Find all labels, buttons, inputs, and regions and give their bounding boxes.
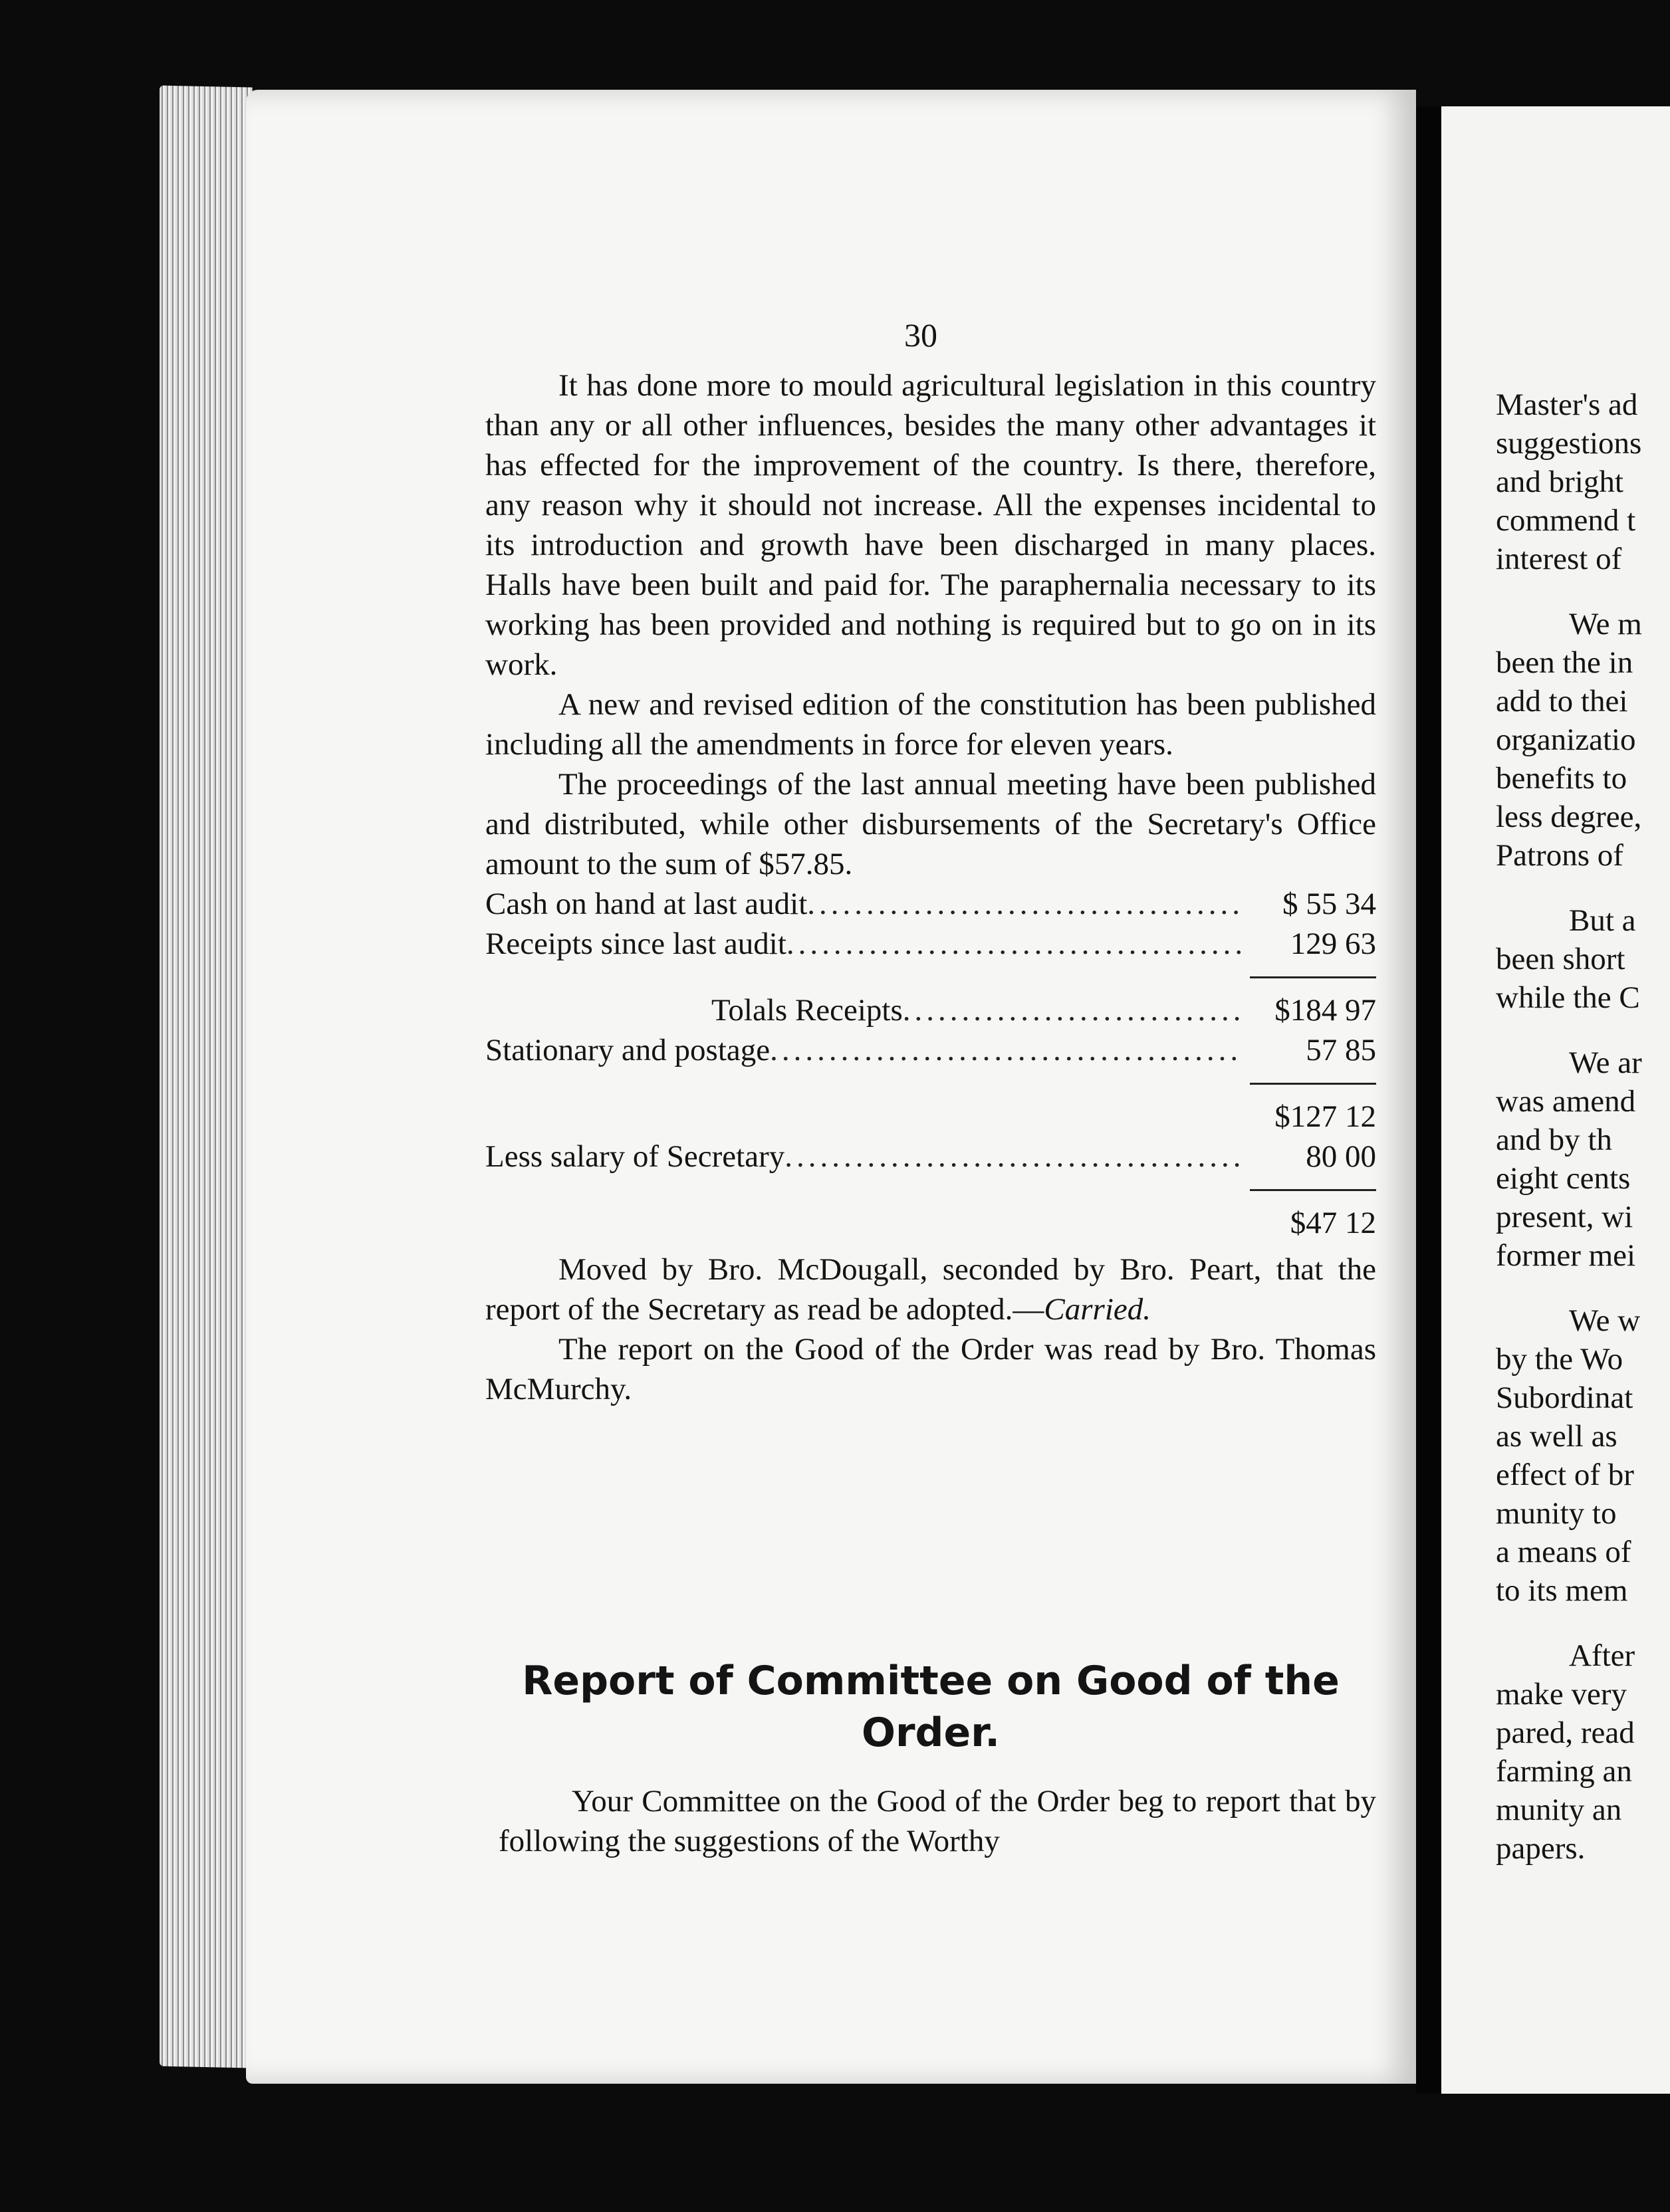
carried-text: Carried. xyxy=(1044,1292,1151,1327)
right-line: a means of xyxy=(1496,1535,1631,1569)
right-line: and by th xyxy=(1496,1123,1612,1157)
right-line: Patrons of xyxy=(1496,838,1623,873)
ledger-label: Tolals Receipts xyxy=(711,993,903,1028)
ledger-row xyxy=(485,924,1376,964)
ledger-row xyxy=(485,1203,1376,1243)
right-line: We w xyxy=(1569,1303,1641,1338)
ledger-row xyxy=(485,1030,1376,1070)
right-line: commend t xyxy=(1496,503,1636,538)
ledger-label: Less salary of Secretary xyxy=(485,1139,785,1174)
right-line: munity an xyxy=(1496,1793,1622,1827)
leader-dots xyxy=(903,990,1243,1030)
paragraph: Your Committee on the Good of the Order beg to report that by following the suggestions of the Worthy xyxy=(499,1784,1376,1858)
right-line: pared, read xyxy=(1496,1715,1635,1750)
page-edges xyxy=(160,86,253,2068)
motion-text: Moved by Bro. McDougall, seconded by Bro. Peart, that the report of the Secretary as read be adopted.— xyxy=(485,1252,1376,1327)
right-line: effect of br xyxy=(1496,1458,1634,1492)
page-number: 30 xyxy=(904,316,937,354)
paragraph: The proceedings of the last annual meeting have been published and distributed, while other disbursements of the Secretary's Office amount to the sum of $57.85. xyxy=(485,767,1376,881)
paragraph xyxy=(485,1250,1376,1329)
sum-rule xyxy=(485,1176,1376,1203)
ledger-amount: $127 12 xyxy=(1274,1099,1376,1134)
right-line: to its mem xyxy=(1496,1573,1628,1608)
ledger-label: Cash on hand at last audit xyxy=(485,887,808,921)
leader-dots xyxy=(784,1137,1243,1176)
right-line: papers. xyxy=(1496,1831,1586,1866)
ledger-amount: $ 55 34 xyxy=(1282,887,1376,921)
right-line: Subordinat xyxy=(1496,1381,1633,1415)
right-line: been short xyxy=(1496,942,1625,976)
body-text-bottom xyxy=(499,1781,1376,1861)
right-line: make very xyxy=(1496,1677,1627,1712)
ledger-row xyxy=(485,1137,1376,1176)
ledger-amount: $184 97 xyxy=(1274,993,1376,1028)
right-line: was amend xyxy=(1496,1084,1636,1119)
right-line: by the Wo xyxy=(1496,1342,1623,1377)
right-line: But a xyxy=(1569,903,1636,938)
ledger-label: Receipts since last audit xyxy=(485,927,786,961)
right-line: farming an xyxy=(1496,1754,1632,1789)
right-line: suggestions xyxy=(1496,426,1642,461)
ledger-amount: 57 85 xyxy=(1306,1033,1376,1067)
right-line: less degree, xyxy=(1496,800,1642,834)
leader-dots xyxy=(807,884,1243,924)
right-line: benefits to xyxy=(1496,761,1627,796)
paragraph: The report on the Good of the Order was read by Bro. Thomas McMurchy. xyxy=(485,1332,1376,1406)
right-line: We m xyxy=(1569,607,1642,641)
sum-rule xyxy=(485,1070,1376,1097)
ledger-row xyxy=(485,990,1376,1030)
right-line: while the C xyxy=(1496,980,1640,1015)
sum-rule xyxy=(485,964,1376,990)
paragraph: A new and revised edition of the constitution has been published including all the amendments in force for eleven years. xyxy=(485,687,1376,762)
book-gutter xyxy=(1416,106,1441,2094)
right-line: interest of xyxy=(1496,542,1622,576)
right-line: been the in xyxy=(1496,645,1633,680)
right-line: add to thei xyxy=(1496,684,1628,719)
right-line: We ar xyxy=(1569,1046,1642,1080)
leader-dots xyxy=(786,924,1243,964)
ledger-row xyxy=(485,1097,1376,1137)
ledger-row xyxy=(485,884,1376,924)
ledger-amount: $47 12 xyxy=(1290,1206,1376,1240)
right-line: former mei xyxy=(1496,1238,1636,1273)
paragraph: It has done more to mould agricultural legislation in this country than any or all other influences, besides the many other advantages it has effected for the improvement of the country. Is there, therefore, any reason why it should not increase. All the expenses incidental to its introduction and growth have been discharged in many places. Halls have been built and paid for. The paraphernalia necessary to its working has been provided and nothing is required but to go on in its work. xyxy=(485,368,1376,682)
right-line: organizatio xyxy=(1496,722,1636,757)
body-text-top xyxy=(485,366,1376,1409)
right-line: munity to xyxy=(1496,1496,1617,1531)
right-line: eight cents xyxy=(1496,1161,1631,1196)
right-line: After xyxy=(1569,1638,1635,1673)
right-line: Master's ad xyxy=(1496,387,1638,422)
ledger-amount: 80 00 xyxy=(1306,1139,1376,1174)
ledger-table xyxy=(485,884,1376,1243)
ledger-label: Stationary and postage xyxy=(485,1033,771,1067)
leader-dots xyxy=(770,1030,1243,1070)
right-line: as well as xyxy=(1496,1419,1617,1454)
right-line: and bright xyxy=(1496,465,1623,499)
right-line: present, wi xyxy=(1496,1200,1633,1234)
right-page-text xyxy=(1496,386,1670,1868)
section-heading: Report of Committee on Good of the Order. xyxy=(522,1658,1340,1756)
ledger-amount: 129 63 xyxy=(1290,927,1376,961)
